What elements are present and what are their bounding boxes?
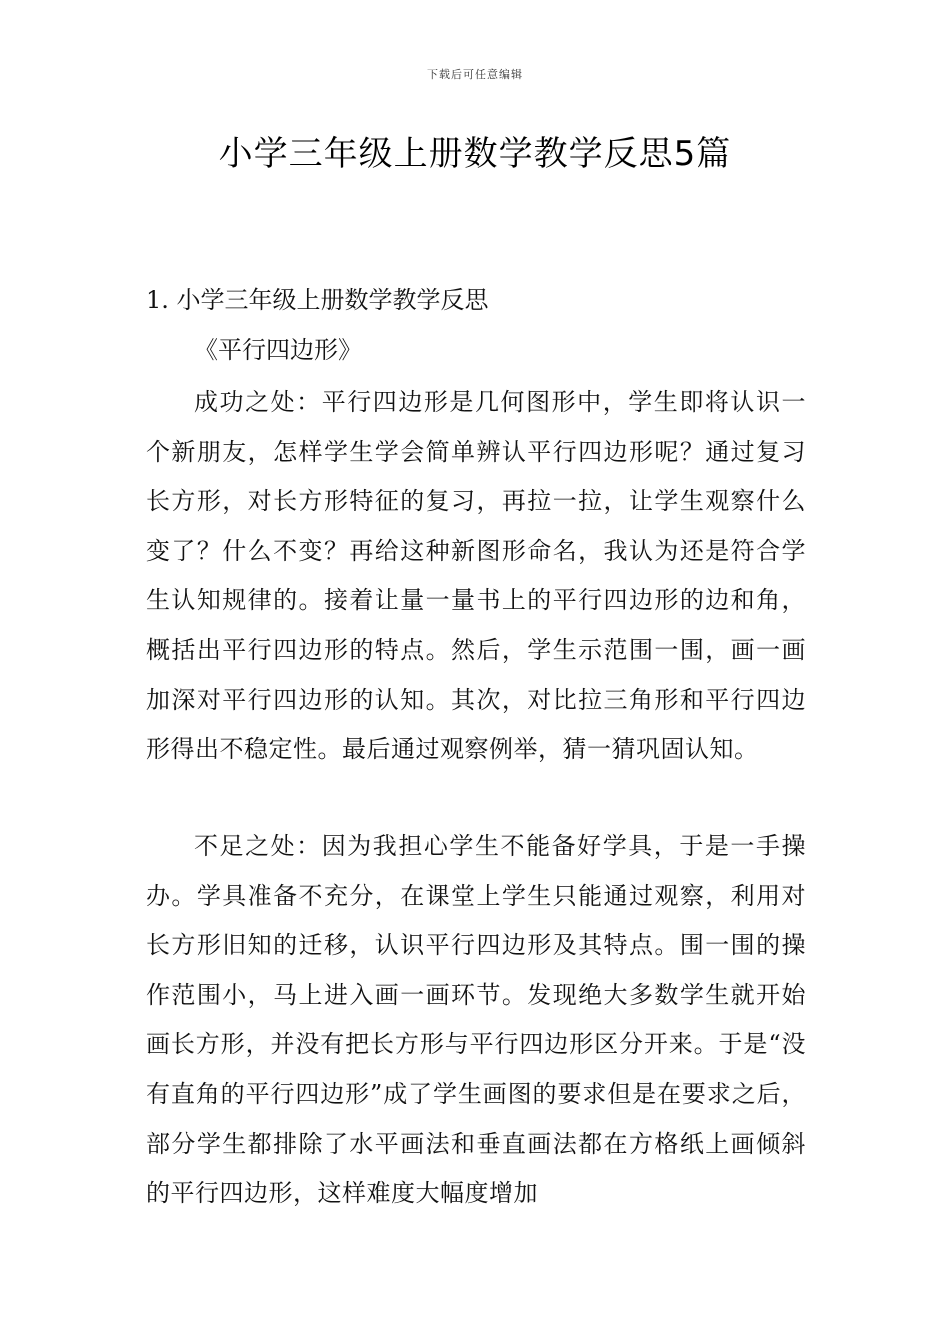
paragraph-shortfall: 不足之处：因为我担心学生不能备好学具，于是一手操办。学具准备不充分，在课堂上学生只能通过观察，利用对长方形旧知的迁移，认识平行四边形及其特点。围一围的操作范围小，马上进入画一画环节。发现绝大多数学生就开始画长方形，并没有把长方形与平行四边形区分开来。于是“没有直角的平行四边形”成了学生画图的要求但是在要求之后，部分学生都排除了水平画法和垂直画法都在方格纸上画倾斜的平行四边形，这样难度大幅度增加 (146, 832, 806, 1208)
section-heading: 1. 小学三年级上册数学教学反思 (146, 286, 489, 314)
document-title: 小学三年级上册数学教学反思5篇 (218, 134, 732, 174)
paragraph-success: 成功之处：平行四边形是几何图形中，学生即将认识一个新朋友，怎样学生学会简单辨认平行四边形呢？通过复习长方形，对长方形特征的复习，再拉一拉，让学生观察什么变了？什么不变？再给这种新图形命名，我认为还是符合学生认知规律的。接着让量一量书上的平行四边形的边和角，概括出平行四边形的特点。然后，学生示范围一围，画一画加深对平行四边形的认知。其次，对比拉三角形和平行四边形得出不稳定性。最后通过观察例举，猜一猜巩固认知。 (146, 388, 806, 764)
lesson-title: 《平行四边形》 (194, 336, 362, 364)
header-note: 下载后可任意编辑 (427, 68, 523, 81)
